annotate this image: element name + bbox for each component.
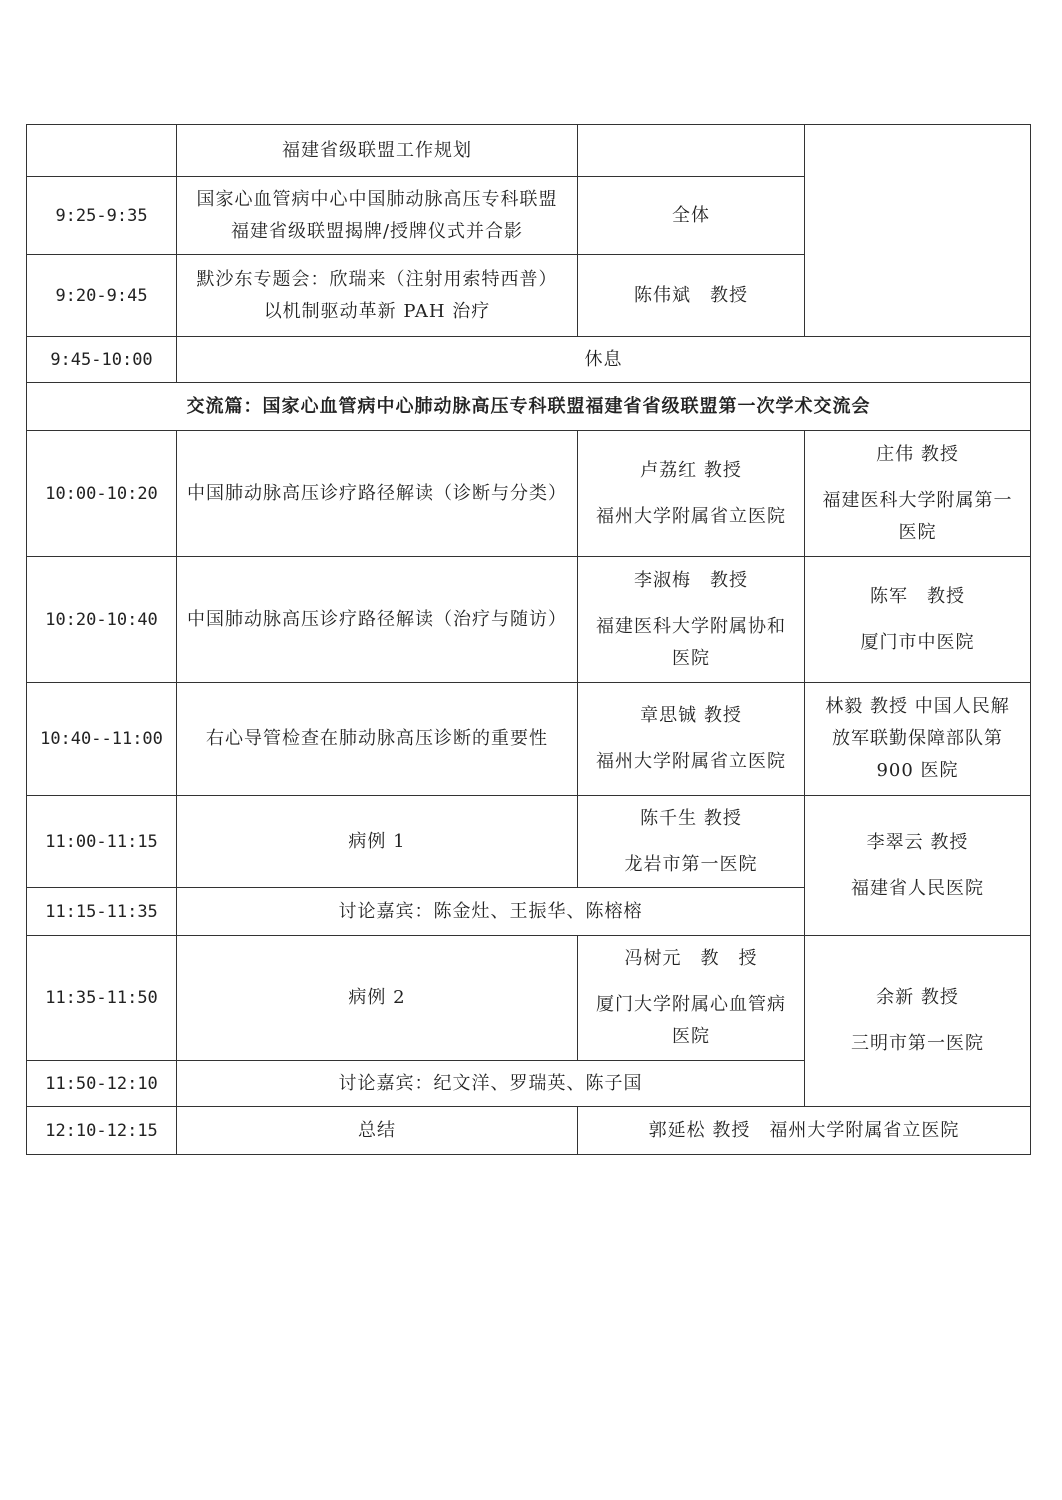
table-row <box>27 125 1031 177</box>
speaker-org: 医院 <box>672 1026 710 1047</box>
topic-cell: 福建省级联盟工作规划 <box>177 125 578 177</box>
topic-cell <box>177 177 578 255</box>
chair-cell <box>805 557 1031 683</box>
time-cell: 10:40--11:00 <box>27 683 177 796</box>
discussion-cell: 讨论嘉宾：陈金灶、王振华、陈榕榕 <box>177 888 805 936</box>
speaker-cell <box>578 936 805 1061</box>
speaker-cell: 全体 <box>578 177 805 255</box>
speaker-name: 冯树元 教 授 <box>624 948 758 969</box>
chair-name: 李翠云 教授 <box>866 831 969 853</box>
speaker-cell <box>578 683 805 796</box>
topic-cell: 病例 2 <box>177 936 578 1061</box>
topic-line: 以机制驱动革新 PAH 治疗 <box>263 300 491 322</box>
speaker-org: 福建医科大学附属协和 <box>596 615 786 637</box>
topic-line: 福建省级联盟揭牌/授牌仪式并合影 <box>230 220 524 242</box>
chair-org: 福建医科大学附属第一 <box>822 489 1013 511</box>
topic-cell <box>177 255 578 337</box>
chair-org: 三明市第一医院 <box>851 1033 984 1054</box>
topic-line: 国家心血管病中心中国肺动脉高压专科联盟 <box>196 188 558 210</box>
chair-cell <box>805 796 1031 936</box>
topic-cell: 中国肺动脉高压诊疗路径解读（诊断与分类） <box>177 431 578 557</box>
section-title: 交流篇：国家心血管病中心肺动脉高压专科联盟福建省省级联盟第一次学术交流会 <box>27 383 1031 431</box>
chair-cell <box>805 683 1031 796</box>
time-cell: 11:15-11:35 <box>27 888 177 936</box>
chair-cell <box>805 125 1031 337</box>
time-cell: 11:35-11:50 <box>27 936 177 1061</box>
time-cell <box>27 125 177 177</box>
speaker-cell <box>578 557 805 683</box>
table-row <box>27 1107 1031 1155</box>
time-cell: 11:50-12:10 <box>27 1061 177 1107</box>
chair-name: 庄伟 教授 <box>876 443 959 465</box>
speaker-cell <box>578 796 805 888</box>
speaker-org: 福州大学附属省立医院 <box>596 751 786 772</box>
speaker-org: 龙岩市第一医院 <box>624 853 758 875</box>
break-cell: 休息 <box>177 337 1031 383</box>
table-row <box>27 796 1031 888</box>
speaker-org: 福州大学附属省立医院 <box>596 505 786 527</box>
speaker-cell: 郭延松 教授 福州大学附属省立医院 <box>578 1107 1031 1155</box>
chair-org: 厦门市中医院 <box>860 631 975 653</box>
speaker-org: 厦门大学附属心血管病 <box>596 994 786 1015</box>
time-cell: 10:20-10:40 <box>27 557 177 683</box>
time-cell: 12:10-12:15 <box>27 1107 177 1155</box>
chair-name: 余新 教授 <box>876 987 959 1008</box>
chair-line: 900 医院 <box>876 760 959 781</box>
topic-cell: 中国肺动脉高压诊疗路径解读（治疗与随访） <box>177 557 578 683</box>
chair-line: 放军联勤保障部队第 <box>832 728 1003 749</box>
chair-name: 陈军 教授 <box>870 585 965 607</box>
table-row <box>27 936 1031 1061</box>
discussion-cell: 讨论嘉宾：纪文洋、罗瑞英、陈子国 <box>177 1061 805 1107</box>
time-cell: 10:00-10:20 <box>27 431 177 557</box>
topic-cell: 病例 1 <box>177 796 578 888</box>
topic-cell: 右心导管检查在肺动脉高压诊断的重要性 <box>177 683 578 796</box>
speaker-org: 医院 <box>672 647 710 669</box>
speaker-cell <box>578 125 805 177</box>
speaker-cell: 陈伟斌 教授 <box>578 255 805 337</box>
time-cell: 11:00-11:15 <box>27 796 177 888</box>
chair-cell <box>805 936 1031 1107</box>
table-row <box>27 431 1031 557</box>
topic-cell: 总结 <box>177 1107 578 1155</box>
table-row <box>27 337 1031 383</box>
speaker-name: 卢荔红 教授 <box>640 459 742 481</box>
schedule-table <box>26 124 1031 1155</box>
time-cell: 9:25-9:35 <box>27 177 177 255</box>
speaker-name: 李淑梅 教授 <box>634 569 748 591</box>
time-cell: 9:45-10:00 <box>27 337 177 383</box>
chair-line: 林毅 教授 中国人民解 <box>825 696 1010 717</box>
table-row <box>27 683 1031 796</box>
chair-org: 福建省人民医院 <box>851 877 984 899</box>
table-row <box>27 557 1031 683</box>
chair-cell <box>805 431 1031 557</box>
speaker-cell <box>578 431 805 557</box>
speaker-name: 陈千生 教授 <box>640 807 742 829</box>
section-header-row <box>27 383 1031 431</box>
time-cell: 9:20-9:45 <box>27 255 177 337</box>
topic-line: 默沙东专题会：欣瑞来（注射用索特西普） <box>196 268 558 290</box>
speaker-name: 章思铖 教授 <box>640 705 742 726</box>
chair-org: 医院 <box>898 521 937 543</box>
